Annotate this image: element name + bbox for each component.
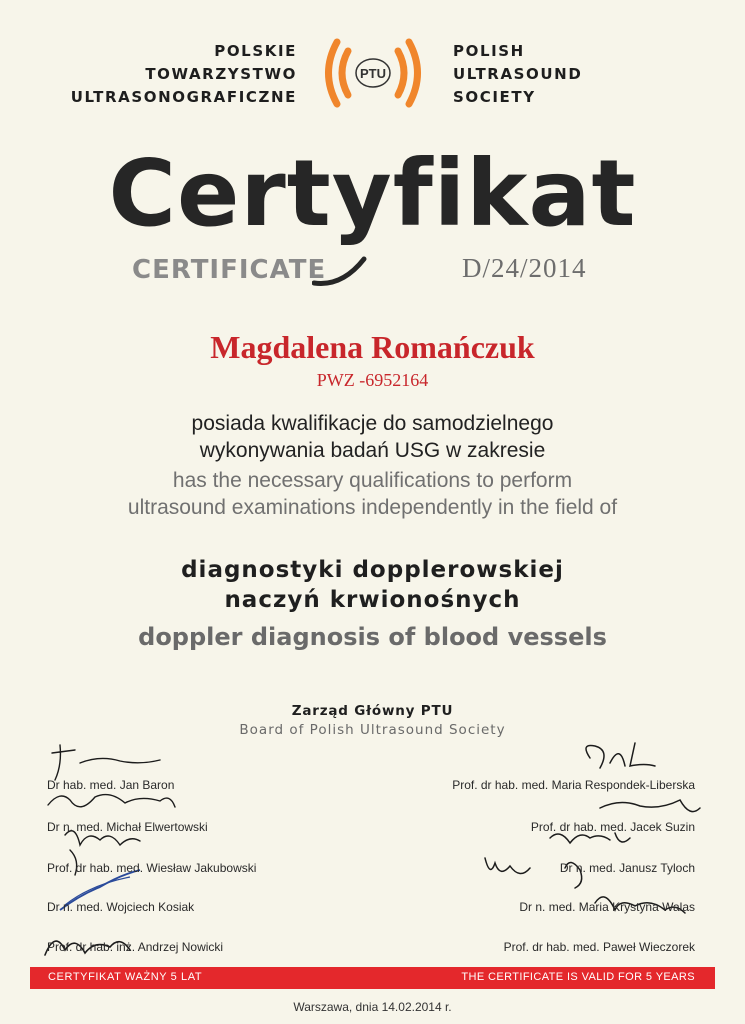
signatory-left: Dr n. med. Wojciech Kosiak — [47, 900, 195, 914]
qualification-pl — [0, 410, 745, 464]
place-date: Warszawa, dnia 14.02.2014 r. — [293, 1000, 452, 1014]
certificate-number: D/24/2014 — [462, 253, 587, 283]
logo-text: PTU — [360, 66, 386, 81]
pwz-label: PWZ - — [316, 370, 366, 390]
ptu-logo — [318, 33, 428, 113]
field-pl-line: naczyń krwionośnych — [224, 587, 521, 613]
board-en: Board of Polish Ultrasound Society — [239, 722, 506, 738]
title-swoosh — [312, 253, 372, 287]
pwz-number — [0, 370, 745, 391]
society-name-en-line: ULTRASOUND — [453, 65, 583, 83]
society-name-en-line: POLISH — [453, 42, 525, 60]
field-pl-line: diagnostyki dopplerowskiej — [181, 557, 564, 583]
signatory-left: Prof. dr hab. med. Wiesław Jakubowski — [47, 861, 257, 875]
signatory-right: Dr n. med. Maria Krystyna Walas — [519, 900, 695, 914]
certificate-subtitle: CERTIFICATE — [132, 255, 327, 285]
validity-en: THE CERTIFICATE IS VALID FOR 5 YEARS — [461, 971, 695, 983]
signatory-right: Prof. dr hab. med. Jacek Suzin — [530, 820, 695, 834]
signatory-left: Dr n. med. Michał Elwertowski — [47, 820, 208, 834]
society-name-pl-line: ULTRASONOGRAFICZNE — [70, 88, 297, 106]
qualification-en — [0, 467, 745, 521]
society-name-pl-line: POLSKIE — [214, 42, 297, 60]
society-name-pl — [71, 40, 297, 109]
signatory-right: Dr n. med. Janusz Tyloch — [559, 861, 695, 875]
handwritten-signatures-left — [40, 735, 260, 965]
field-en: doppler diagnosis of blood vessels — [138, 623, 607, 651]
signatory-left: Dr hab. med. Jan Baron — [47, 778, 175, 792]
society-name-en — [453, 40, 582, 109]
validity-pl: CERTYFIKAT WAŻNY 5 LAT — [48, 971, 203, 983]
field-pl — [0, 555, 745, 615]
qualification-pl-line: posiada kwalifikacje do samodzielnego — [191, 412, 554, 435]
signatory-left: Prof. dr hab. inż. Andrzej Nowicki — [47, 940, 224, 954]
board-pl: Zarząd Główny PTU — [291, 703, 454, 719]
qualification-en-line: ultrasound examinations independently in the field of — [127, 496, 618, 519]
handwritten-signatures-right — [470, 738, 710, 953]
recipient-name: Magdalena Romańczuk — [210, 329, 535, 365]
qualification-en-line: has the necessary qualifications to perform — [172, 469, 573, 492]
qualification-pl-line: wykonywania badań USG w zakresie — [199, 439, 546, 462]
signatory-right: Prof. dr hab. med. Maria Respondek-Liberska — [452, 778, 695, 792]
society-name-en-line: SOCIETY — [453, 88, 536, 106]
certificate-title: Certyfikat — [108, 140, 637, 247]
pwz-value: 6952164 — [365, 370, 429, 390]
signatory-right: Prof. dr hab. med. Paweł Wieczorek — [503, 940, 695, 954]
society-name-pl-line: TOWARZYSTWO — [145, 65, 297, 83]
